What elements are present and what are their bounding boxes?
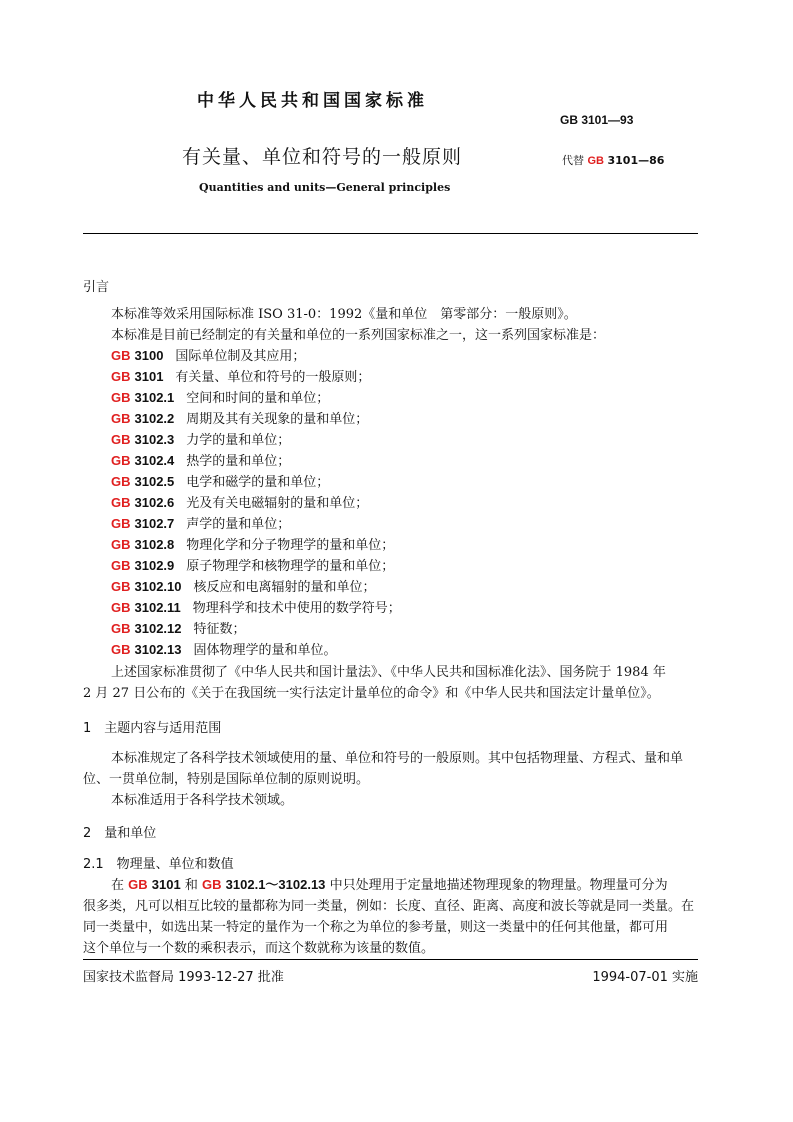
standard-list-item xyxy=(111,555,394,574)
gb-label: GB xyxy=(111,453,131,468)
standard-number: 3102.4 xyxy=(134,453,175,468)
standard-name: 电学和磁学的量和单位； xyxy=(186,475,330,490)
gb-label: GB xyxy=(111,390,131,405)
standard-number: 3102.13 xyxy=(134,642,182,657)
standard-number: 3102.5 xyxy=(134,474,175,489)
gb-label: GB xyxy=(128,877,148,892)
standard-name: 周期及其有关现象的量和单位； xyxy=(186,412,369,427)
standard-list-item xyxy=(111,429,290,448)
standard-list-item xyxy=(111,345,305,364)
gb-label: GB xyxy=(202,877,222,892)
standard-number: 3102.6 xyxy=(134,495,175,510)
intro-paragraph-3-line-2: 2 月 27 日公布的《关于在我国统一实行法定计量单位的命令》和《中华人民共和国法定计量单位》。 xyxy=(83,686,660,701)
issuing-organization: 中华人民共和国国家标准 xyxy=(197,91,428,111)
footer-divider xyxy=(83,959,698,960)
standard-number: 3102.1 xyxy=(134,390,175,405)
section-1-paragraph-2: 本标准适用于各科学技术领域。 xyxy=(111,793,294,808)
gb-label: GB xyxy=(111,537,131,552)
standard-number: 3102.10 xyxy=(134,579,182,594)
standard-number: 3101 xyxy=(151,877,181,892)
standard-list-item xyxy=(111,408,368,427)
standard-list-item xyxy=(111,471,329,490)
standard-name: 原子物理学和核物理学的量和单位； xyxy=(186,559,395,574)
section-2-heading: 2 量和单位 xyxy=(83,826,157,841)
standard-list-item xyxy=(111,534,394,553)
para-text: 在 xyxy=(111,878,125,893)
standard-name: 国际单位制及其应用； xyxy=(175,349,306,364)
section-2-1-paragraph-line-2: 很多类，凡可以相互比较的量都称为同一类量，例如：长度、直径、距离、高度和波长等就是同一类量。在 xyxy=(83,899,695,914)
standard-name: 物理科学和技术中使用的数学符号； xyxy=(192,601,401,616)
standard-list-item xyxy=(111,639,337,658)
replaces-gb: GB xyxy=(587,155,604,167)
standard-name: 有关量、单位和符号的一般原则； xyxy=(175,370,371,385)
gb-label: GB xyxy=(111,411,131,426)
gb-label: GB xyxy=(111,369,131,384)
gb-label: GB xyxy=(111,558,131,573)
english-title: Quantities and units—General principles xyxy=(199,181,451,194)
para-text: 中只处理用于定量地描述物理现象的物理量。物理量可分为 xyxy=(329,878,668,893)
standard-name: 热学的量和单位； xyxy=(186,454,291,469)
standard-list-item xyxy=(111,597,401,616)
standard-list-item xyxy=(111,366,370,385)
standard-name: 固体物理学的量和单位。 xyxy=(193,643,337,658)
approval-date: 国家技术监督局 1993-12-27 批准 xyxy=(83,970,284,985)
gb-label: GB xyxy=(111,621,131,636)
section-1-heading: 1 主题内容与适用范围 xyxy=(83,721,222,736)
gb-label: GB xyxy=(111,579,131,594)
gb-label: GB xyxy=(111,348,131,363)
gb-label: GB xyxy=(111,600,131,615)
section-2-1-paragraph-line-1 xyxy=(111,874,668,893)
standard-number: 3102.7 xyxy=(134,516,175,531)
para-text: 和 xyxy=(184,878,198,893)
replaces-number: 3101—86 xyxy=(607,154,665,167)
standard-list-item xyxy=(111,387,329,406)
standard-number: 3102.9 xyxy=(134,558,175,573)
intro-paragraph-1: 本标准等效采用国际标准 ISO 31-0：1992《量和单位 第零部分：一般原则》。 xyxy=(111,307,577,322)
section-1-paragraph-1-line-2: 位、一贯单位制，特别是国际单位制的原则说明。 xyxy=(83,772,370,787)
standard-number: 3102.3 xyxy=(134,432,175,447)
intro-heading: 引言 xyxy=(83,280,110,295)
standard-list-item xyxy=(111,513,290,532)
intro-paragraph-2: 本标准是目前已经制定的有关量和单位的一系列国家标准之一，这一系列国家标准是： xyxy=(111,328,606,343)
standard-number: 3102.12 xyxy=(134,621,182,636)
standard-number: 3102.1～3102.13 xyxy=(225,877,326,892)
gb-label: GB xyxy=(111,432,131,447)
standard-name: 光及有关电磁辐射的量和单位； xyxy=(186,496,369,511)
standard-number: 3102.2 xyxy=(134,411,175,426)
standard-number: 3102.11 xyxy=(134,600,181,615)
standard-list-item xyxy=(111,450,290,469)
subsection-2-1-heading: 2.1 物理量、单位和数值 xyxy=(83,857,234,872)
standard-name: 特征数； xyxy=(193,622,246,637)
section-2-1-paragraph-line-3: 同一类量中，如选出某一特定的量作为一个称之为单位的参考量，则这一类量中的任何其他量，都可用 xyxy=(83,920,669,935)
section-1-paragraph-1-line-1: 本标准规定了各科学技术领域使用的量、单位和符号的一般原则。其中包括物理量、方程式、量和单 xyxy=(111,751,684,766)
standard-name: 核反应和电离辐射的量和单位； xyxy=(193,580,376,595)
standard-name: 物理化学和分子物理学的量和单位； xyxy=(186,538,395,553)
gb-label: GB xyxy=(111,495,131,510)
gb-label: GB xyxy=(111,474,131,489)
standard-list-item xyxy=(111,576,376,595)
document-title: 有关量、单位和符号的一般原则 xyxy=(182,146,463,168)
standard-list-item xyxy=(111,618,246,637)
header-divider xyxy=(83,233,698,234)
effective-date: 1994-07-01 实施 xyxy=(592,970,698,985)
standard-code: GB 3101—93 xyxy=(560,113,634,127)
standard-name: 力学的量和单位； xyxy=(186,433,291,448)
standard-number: 3102.8 xyxy=(134,537,175,552)
standard-number: 3100 xyxy=(134,348,164,363)
intro-paragraph-3-line-1: 上述国家标准贯彻了《中华人民共和国计量法》、《中华人民共和国标准化法》、国务院于 1984 年 xyxy=(111,665,666,680)
standard-number: 3101 xyxy=(134,369,164,384)
standard-list-item xyxy=(111,492,368,511)
standard-name: 声学的量和单位； xyxy=(186,517,291,532)
section-2-1-paragraph-line-4: 这个单位与一个数的乘积表示，而这个数就称为该量的数值。 xyxy=(83,941,435,956)
standard-name: 空间和时间的量和单位； xyxy=(186,391,330,406)
gb-label: GB xyxy=(111,642,131,657)
replaces-prefix: 代替 xyxy=(562,154,584,167)
replaces-standard xyxy=(562,152,664,168)
gb-label: GB xyxy=(111,516,131,531)
